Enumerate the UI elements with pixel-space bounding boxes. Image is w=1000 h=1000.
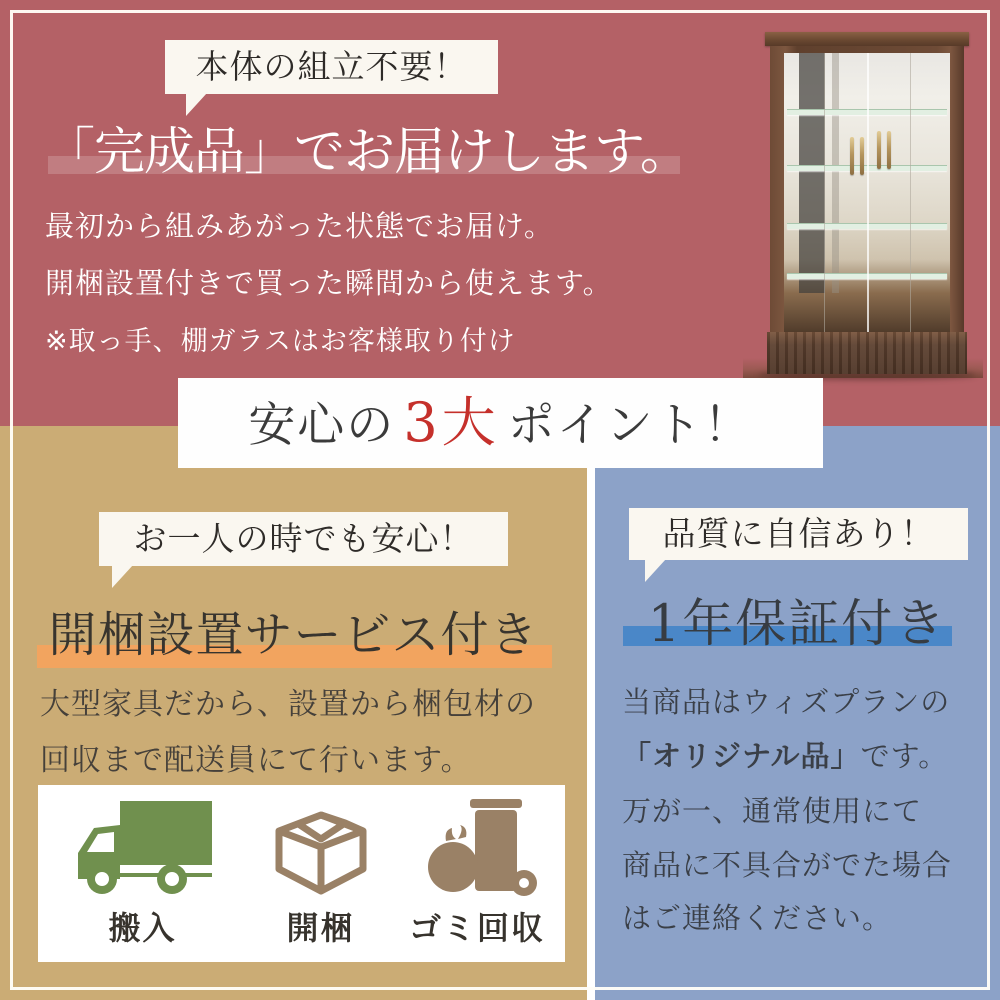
warranty-heading: 1年保証付き: [647, 595, 948, 654]
quality-confidence-badge: 品質に自信あり！: [629, 508, 968, 560]
badge-tail: [645, 559, 666, 582]
open-box-icon: [265, 795, 377, 899]
badge-tail: [112, 565, 133, 588]
icon-label: ゴミ回収: [408, 909, 545, 947]
banner-text-highlight: 3大: [403, 391, 500, 454]
top-description-line: 開梱設置付きで買った瞬間から使えます。: [45, 266, 613, 300]
left-description-line: 回収まで配送員にて行います。: [40, 743, 472, 778]
cabinet-top-cap: [765, 32, 969, 46]
top-note-line: ※取っ手、棚ガラスはお客様取り付け: [45, 326, 516, 357]
original-product-rest: です。: [860, 739, 949, 773]
assembly-free-badge: 本体の組立不要！: [165, 40, 498, 94]
service-step-carry-in: [60, 795, 225, 952]
banner-text-prefix: 安心の: [248, 398, 396, 453]
truck-icon: [68, 795, 218, 899]
top-description-line: 最初から組みあがった状態でお届け。: [45, 209, 554, 243]
original-product-bold: 「オリジナル品」: [622, 739, 861, 773]
service-step-unpack: [263, 795, 378, 952]
service-step-garbage: [398, 795, 556, 952]
right-description-line: 当商品はウィズプランの: [622, 685, 951, 719]
unpack-service-heading: 開梱設置サービス付き: [48, 607, 539, 663]
right-description-line: 万が一、通常使用にて: [622, 794, 923, 828]
cabinet-glass-doors: [784, 53, 950, 332]
door-bevel-line: [910, 53, 911, 332]
badge-tail: [186, 93, 207, 116]
door-center-seam: [867, 53, 869, 332]
display-cabinet-photo: [770, 32, 964, 374]
left-description-line: 大型家具だから、設置から梱包材の: [40, 687, 536, 722]
icon-label: 搬入: [108, 909, 177, 947]
solo-safe-badge: お一人の時でも安心！: [99, 512, 508, 566]
right-description-line: はご連絡ください。: [622, 901, 893, 935]
trash-collection-icon: [412, 795, 542, 899]
main-title: 「完成品」でお届けします。: [44, 123, 690, 182]
right-description-line: 商品に不具合がでた場合: [622, 848, 953, 882]
icon-label: 開梱: [286, 909, 355, 947]
service-icons-box: [38, 785, 565, 962]
three-points-banner: [178, 378, 823, 468]
cabinet-base: [767, 332, 967, 374]
cabinet-body: [770, 46, 964, 332]
right-description-line: [622, 734, 948, 775]
door-bevel-line: [824, 53, 825, 332]
banner-text-suffix: ポイント！: [507, 398, 753, 453]
